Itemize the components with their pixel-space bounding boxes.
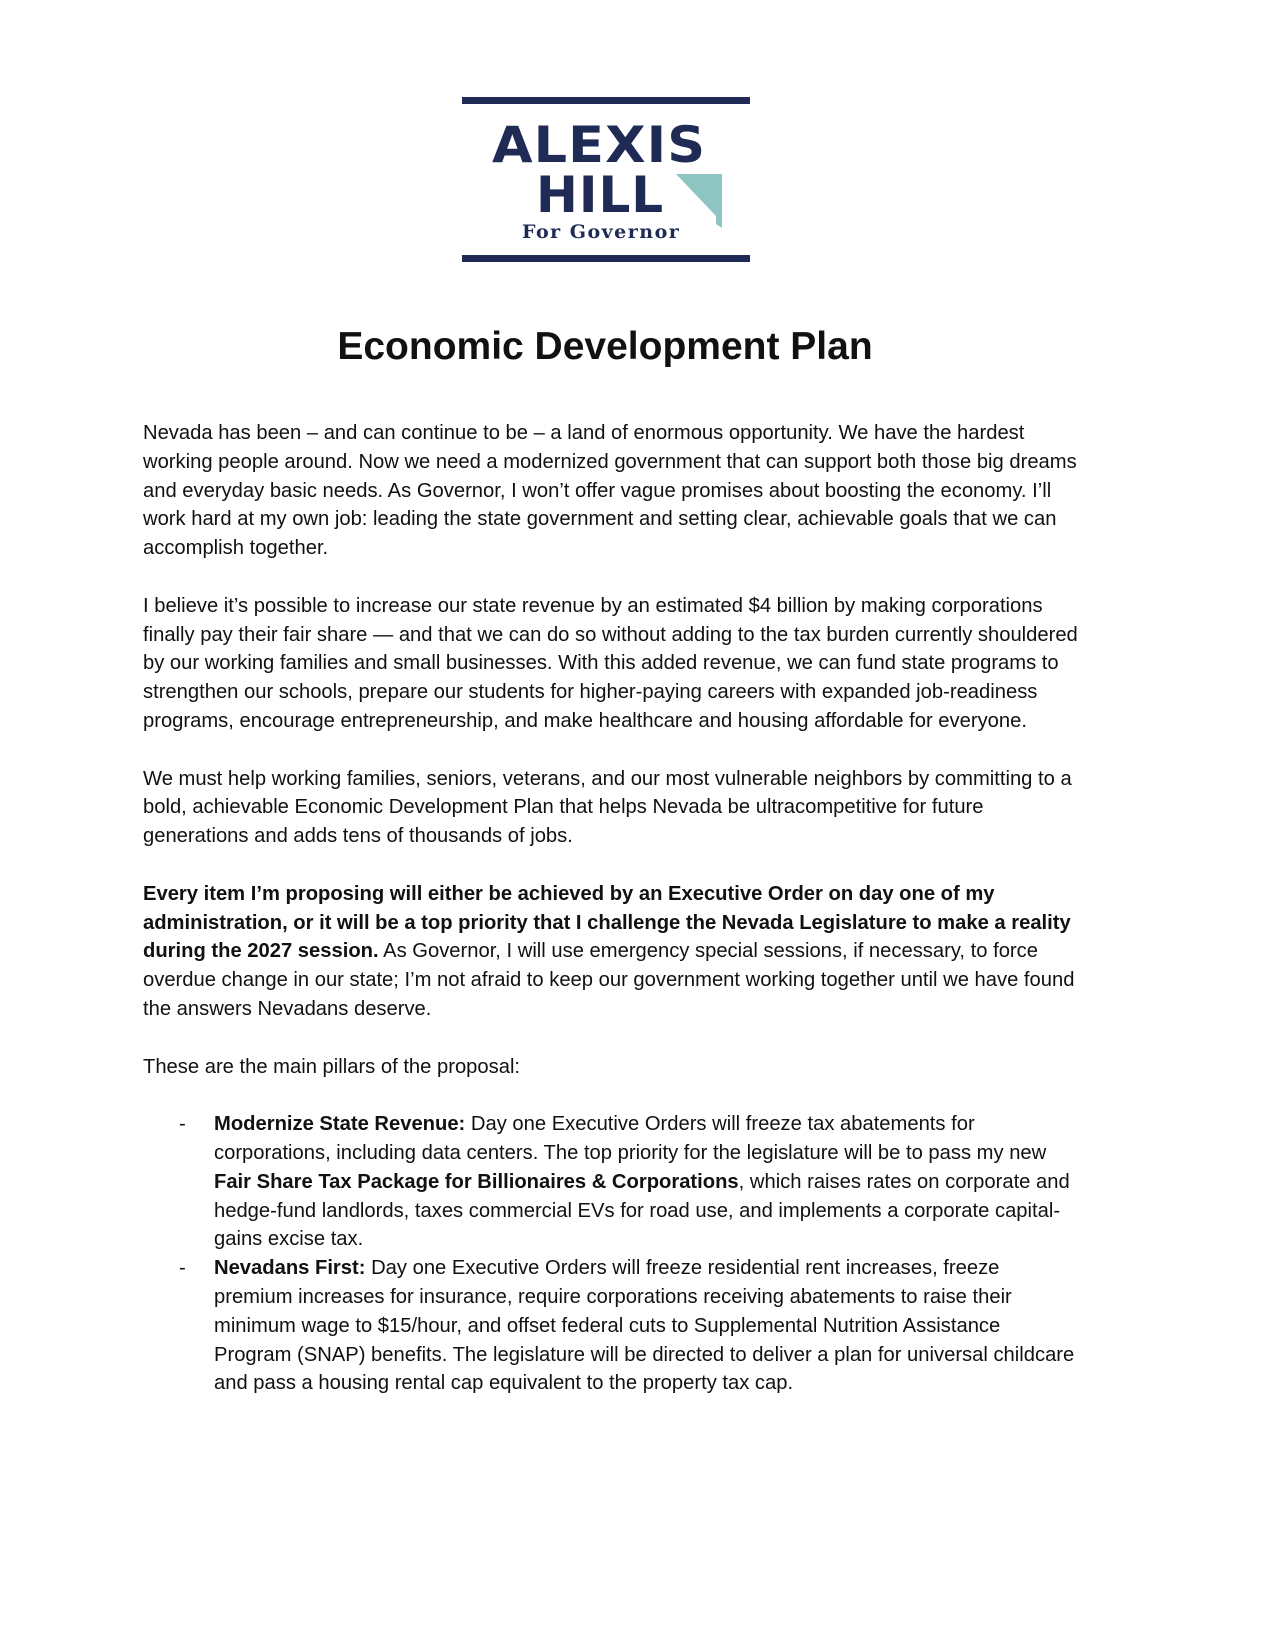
nevada-state-icon — [676, 174, 724, 228]
pillars-list — [143, 1110, 1078, 1398]
logo-name-first: ALEXIS — [492, 116, 707, 174]
text-run: As Governor, I will use emergency special sessions, if necessary, to force overdue change in our state; I’m not afraid to keep our government working together until we have found the answers Nevadans deserve. — [143, 940, 1075, 1020]
paragraph — [143, 1053, 1078, 1082]
text-run: Nevada has been – and can continue to be – a land of enormous opportunity. We have the hardest working people around. Now we need a modernized government that can support both those big dreams and everyday basic needs. As Governor, I won’t offer vague promises about boosting the economy. I’ll work hard at my own job: leading the state government and setting clear, achievable goals that we can accomplish together. — [143, 422, 1077, 560]
text-run: , which raises rates on corporate and hedge-fund landlords, taxes commercial EVs for road use, and implements a corporate capital-gains excise tax. — [214, 1170, 1070, 1251]
logo-top-rule — [462, 97, 750, 104]
text-run: Day one Executive Orders will freeze tax abatements for corporations, including data centers. The top priority for the legislature will be to pass my new — [214, 1113, 1047, 1164]
logo-name-last: HILL — [536, 166, 665, 224]
bold-text: Fair Share Tax Package for Billionaires & Corporations — [214, 1170, 739, 1193]
paragraph — [143, 592, 1078, 736]
text-run: These are the main pillars of the proposal: — [143, 1055, 521, 1078]
bold-text: Every item I’m proposing will either be achieved by an Executive Order on day one of my administration, or it will be a top priority that I challenge the Nevada Legislature to make a reality during the 2027 session. — [143, 882, 1071, 963]
text-run: I believe it’s possible to increase our state revenue by an estimated $4 billion by making corporations finally pay their fair share — and that we can do so without adding to the tax burden currently shouldered by our working families and small businesses. With this added revenue, we can fund state programs to strengthen our schools, prepare our students for higher-paying careers with expanded job-readiness programs, encourage entrepreneurship, and make healthcare and housing affordable for everyone. — [143, 594, 1078, 732]
logo-tagline: For Governor — [522, 221, 681, 243]
text-run: Day one Executive Orders will freeze residential rent increases, freeze premium increases for insurance, require corporations receiving abatements to raise their minimum wage to $15/hour, and offset federal cuts to Supplemental Nutrition Assistance Program (SNAP) benefits. The legislature will be directed to deliver a plan for universal childcare and pass a housing rental cap equivalent to the property tax cap. — [214, 1257, 1075, 1395]
pillar-item — [143, 1254, 1078, 1398]
logo-bottom-rule — [462, 255, 750, 262]
bullet-dash: - — [179, 1257, 186, 1280]
bold-text: Nevadans First: — [214, 1257, 366, 1280]
text-run: We must help working families, seniors, veterans, and our most vulnerable neighbors by committing to a bold, achievable Economic Development Plan that helps Nevada be ultracompetitive for future generations and adds tens of thousands of jobs. — [143, 767, 1072, 848]
document-body — [143, 419, 1078, 1398]
bold-text: Modernize State Revenue: — [214, 1113, 466, 1136]
campaign-logo — [462, 97, 750, 263]
paragraph — [143, 765, 1078, 851]
paragraph — [143, 419, 1078, 563]
bullet-dash: - — [179, 1113, 186, 1136]
pillar-item — [143, 1110, 1078, 1254]
paragraph — [143, 880, 1078, 1024]
page-title: Economic Development Plan — [337, 325, 873, 368]
